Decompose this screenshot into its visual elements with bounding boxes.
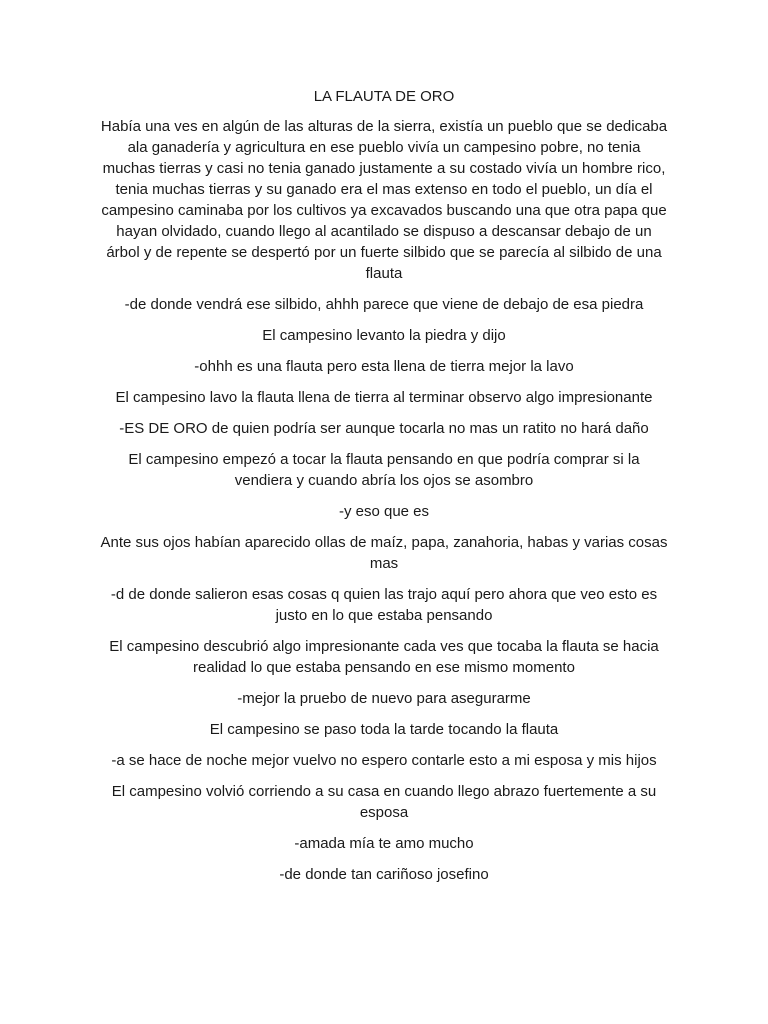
story-paragraph: El campesino lavo la flauta llena de tierra al terminar observo algo impresionante bbox=[115, 389, 653, 406]
story-paragraph: -ES DE ORO de quien podría ser aunque tocarla no mas un ratito no hará daño bbox=[119, 420, 649, 437]
document-body bbox=[100, 86, 668, 895]
story-paragraph: -d de donde salieron esas cosas q quien las trajo aquí pero ahora que veo esto es justo en lo que estaba pensando bbox=[110, 586, 658, 624]
story-paragraph: -mejor la pruebo de nuevo para asegurarme bbox=[237, 690, 531, 707]
story-paragraph: -de donde tan cariñoso josefino bbox=[279, 866, 489, 883]
story-paragraph: El campesino se paso toda la tarde tocando la flauta bbox=[209, 721, 559, 738]
story-paragraph: El campesino empezó a tocar la flauta pensando en que podría comprar si la vendiera y cuando abría los ojos se asombro bbox=[128, 451, 640, 489]
story-paragraph: Había una ves en algún de las alturas de la sierra, existía un pueblo que se dedicaba ala ganadería y agricultura en ese pueblo vivía un campesino pobre, no tenia muchas tierras y casi no tenia ganado justamente a su costado vivía un hombre rico, tenia muchas tierras y su ganado era el mas extenso en todo el pueblo, un día el campesino caminaba por los cultivos ya excavados buscando una que otra papa que hayan olvidado, cuando llego al acantilado se dispuso a descansar debajo de un árbol y de repente se despertó por un fuerte silbido que se parecía al silbido de una flauta bbox=[100, 118, 668, 282]
story-paragraph: -ohhh es una flauta pero esta llena de tierra mejor la lavo bbox=[194, 358, 574, 375]
story-paragraph: -de donde vendrá ese silbido, ahhh parece que viene de debajo de esa piedra bbox=[124, 296, 644, 313]
story-paragraph: -amada mía te amo mucho bbox=[294, 835, 474, 852]
story-paragraph: El campesino volvió corriendo a su casa en cuando llego abrazo fuertemente a su esposa bbox=[111, 783, 657, 821]
story-paragraph: Ante sus ojos habían aparecido ollas de maíz, papa, zanahoria, habas y varias cosas mas bbox=[100, 534, 668, 572]
story-paragraph: -y eso que es bbox=[338, 503, 430, 520]
story-paragraph: El campesino descubrió algo impresionante cada ves que tocaba la flauta se hacia realidad lo que estaba pensando en ese mismo momento bbox=[109, 638, 659, 676]
document-title: LA FLAUTA DE ORO bbox=[313, 88, 455, 105]
story-paragraph: -a se hace de noche mejor vuelvo no espero contarle esto a mi esposa y mis hijos bbox=[111, 752, 657, 769]
story-paragraph: El campesino levanto la piedra y dijo bbox=[262, 327, 506, 344]
